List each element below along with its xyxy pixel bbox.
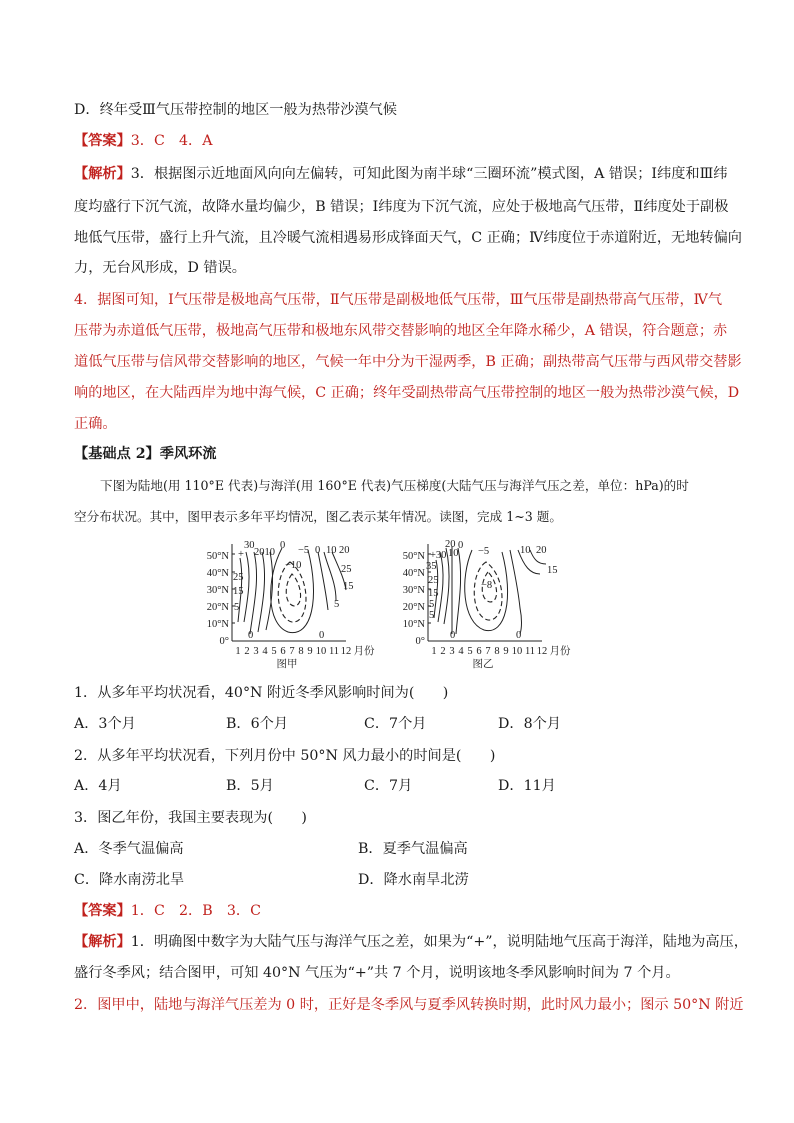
y-tick-label: 30°N bbox=[206, 585, 229, 596]
y-tick-label: 10°N bbox=[206, 619, 229, 630]
x-tick-label: 12 bbox=[340, 646, 352, 657]
q1-stem: 1．从多年平均状况看，40°N 附近冬季风影响时间为( ) bbox=[74, 685, 449, 701]
contour-label: 0 bbox=[248, 630, 254, 641]
x-tick-label: 6 bbox=[476, 646, 482, 657]
intro-line-2: 空分布状况。其中，图甲表示多年平均情况，图乙表示某年情况。读图，完成 1~3 题。 bbox=[74, 509, 562, 524]
isobar bbox=[250, 552, 257, 634]
analysis-label: 【解析】 bbox=[74, 166, 131, 182]
answer-label: 【答案】 bbox=[74, 903, 131, 919]
x-tick-label: 3 bbox=[449, 646, 455, 657]
y-tick-label: 0° bbox=[219, 636, 229, 647]
analysis-line-1 bbox=[74, 164, 727, 184]
contour-label: 20 bbox=[536, 545, 547, 556]
q2-option-c: C．7月 bbox=[364, 778, 413, 794]
contour-label: 15 bbox=[233, 586, 244, 597]
x-tick-label: 11 bbox=[524, 646, 536, 657]
contour-label: 35 bbox=[426, 561, 437, 572]
contour-label: −5 bbox=[478, 546, 490, 557]
q1-option-c: C．7个月 bbox=[364, 716, 427, 732]
x-tick-label: 5 bbox=[467, 646, 473, 657]
q1-option-d: D．8个月 bbox=[498, 716, 561, 732]
x-tick-label: 2 bbox=[244, 646, 250, 657]
contour-label: + bbox=[238, 549, 244, 560]
analysis-line-4: 力，无台风形成，D 错误。 bbox=[74, 260, 246, 276]
analysis2-line-2: 盛行冬季风；结合图甲，可知 40°N 气压为“+”共 7 个月，说明该地冬季风影响时间为 7 个月。 bbox=[74, 965, 680, 981]
q2-stem: 2．从多年平均状况看，下列月份中 50°N 风力最小的时间是( ) bbox=[74, 748, 496, 764]
analysis-text: 3．根据图示近地面风向向左偏转，可知此图为南半球“三圈环流”模式图，A 错误；Ⅰ纬度和Ⅲ纬 bbox=[130, 166, 728, 182]
x-unit-label: 月份 bbox=[549, 646, 571, 657]
x-tick-label: 9 bbox=[503, 646, 509, 657]
y-tick-label: 50°N bbox=[206, 551, 229, 562]
contour-label: 0 bbox=[450, 630, 456, 641]
analysis4-line-4: 响的地区，在大陆西岸为地中海气候，C 正确；终年受副热带高气压带控制的地区一般为热带沙漠气候，D bbox=[74, 385, 740, 401]
contour-label: 5 bbox=[429, 610, 435, 621]
q3-option-d: D．降水南旱北涝 bbox=[358, 872, 469, 888]
x-tick-label: 2 bbox=[440, 646, 446, 657]
x-tick-label: 4 bbox=[458, 646, 464, 657]
contour-label: 10 bbox=[448, 548, 459, 559]
analysis2-line-1 bbox=[74, 932, 748, 952]
contour-label: −10 bbox=[285, 560, 302, 571]
isobar bbox=[244, 552, 249, 622]
q2-option-d: D．11月 bbox=[498, 778, 556, 794]
x-tick-label: 8 bbox=[494, 646, 500, 657]
answer-text: 3．C 4．A bbox=[130, 133, 213, 149]
contour-label: 10 bbox=[326, 545, 337, 556]
answer-label: 【答案】 bbox=[74, 133, 131, 149]
q3-option-a: A．冬季气温偏高 bbox=[74, 841, 184, 857]
option-d-text: D．终年受Ⅲ气压带控制的地区一般为热带沙漠气候 bbox=[74, 102, 397, 118]
x-tick-label: 1 bbox=[431, 646, 437, 657]
contour-label: 15 bbox=[428, 588, 439, 599]
q2-option-b: B．5月 bbox=[226, 778, 274, 794]
panel-left bbox=[207, 540, 375, 670]
contour-label: 5 bbox=[334, 599, 340, 610]
x-tick-label: 4 bbox=[262, 646, 268, 657]
intro-line-1: 下图为陆地(用 110°E 代表)与海洋(用 160°E 代表)气压梯度(大陆气压与海洋气压之差，单位：hPa)的时 bbox=[100, 478, 689, 493]
contour-label: 30 bbox=[244, 540, 255, 551]
isobar-dashed bbox=[278, 562, 306, 622]
section-heading: 【基础点 2】季风环流 bbox=[74, 446, 217, 462]
q3-option-b: B．夏季气温偏高 bbox=[358, 841, 468, 857]
isobar bbox=[438, 552, 443, 622]
x-tick-label: 9 bbox=[307, 646, 313, 657]
contour-label: 15 bbox=[547, 565, 558, 576]
contour-label: −8 bbox=[481, 580, 493, 591]
isobar-dashed bbox=[286, 574, 300, 606]
y-tick-label: 30°N bbox=[402, 585, 425, 596]
analysis4-line-2: 压带为赤道低气压带，极地高气压带和极地东风带交替影响的地区全年降水稀少，A 错误，符合题意；赤 bbox=[74, 323, 728, 339]
contour-label: 5 bbox=[234, 602, 240, 613]
contour-label: 20 bbox=[445, 539, 456, 550]
x-tick-label: 3 bbox=[253, 646, 259, 657]
answer-text: 1．C 2．B 3．C bbox=[130, 903, 261, 919]
isobar bbox=[456, 548, 461, 634]
panel-caption: 图乙 bbox=[472, 659, 494, 670]
contour-label: +30 bbox=[430, 550, 447, 561]
contour-label: 5 bbox=[429, 599, 435, 610]
isobar bbox=[510, 550, 522, 634]
isobar-dashed bbox=[474, 562, 502, 620]
contour-label: 0 bbox=[516, 630, 522, 641]
x-tick-label: 5 bbox=[271, 646, 277, 657]
contour-label: 25 bbox=[233, 572, 244, 583]
contour-label: 0 bbox=[458, 540, 464, 551]
x-tick-label: 11 bbox=[328, 646, 340, 657]
x-tick-label: 10 bbox=[315, 646, 327, 657]
x-tick-label: 7 bbox=[485, 646, 491, 657]
y-tick-label: 20°N bbox=[206, 602, 229, 613]
x-tick-label: 10 bbox=[511, 646, 523, 657]
contour-label: 20 bbox=[339, 545, 350, 556]
isobar bbox=[258, 552, 265, 632]
y-tick-label: 0° bbox=[415, 636, 425, 647]
contour-label: 0 bbox=[315, 545, 321, 556]
y-tick-label: 40°N bbox=[206, 568, 229, 579]
contour-label: 10 bbox=[520, 545, 531, 556]
x-tick-label: 12 bbox=[536, 646, 548, 657]
contour-label: 25 bbox=[428, 575, 439, 586]
analysis-line-3: 地低气压带，盛行上升气流，且冷暖气流相遇易形成锋面天气，C 正确；Ⅳ纬度位于赤道附近，无地转偏向 bbox=[74, 230, 742, 246]
q2-option-a: A．4月 bbox=[74, 778, 122, 794]
y-tick-label: 50°N bbox=[402, 551, 425, 562]
answer2-line bbox=[74, 901, 261, 921]
contour-label: 2010 bbox=[254, 547, 275, 558]
q1-option-b: B．6个月 bbox=[226, 716, 289, 732]
panel-caption: 图甲 bbox=[276, 659, 298, 670]
q3-option-c: C．降水南涝北旱 bbox=[74, 872, 185, 888]
y-tick-label: 20°N bbox=[402, 602, 425, 613]
analysis-label: 【解析】 bbox=[74, 934, 131, 950]
x-tick-label: 7 bbox=[289, 646, 295, 657]
pressure-gradient-figure bbox=[196, 538, 598, 672]
x-unit-label: 月份 bbox=[353, 646, 375, 657]
y-tick-label: 40°N bbox=[402, 568, 425, 579]
analysis2-line-3: 2．图甲中，陆地与海洋气压差为 0 时，正好是冬季风与夏季风转换时期，此时风力最小；图示 50°N 附近 bbox=[74, 997, 744, 1013]
contour-label: 25 bbox=[341, 564, 352, 575]
analysis-line-2: 度均盛行下沉气流，故降水量均偏少，B 错误；Ⅰ纬度为下沉气流，应处于极地高气压带，Ⅱ纬度处于副极 bbox=[74, 199, 729, 215]
contour-label: 15 bbox=[343, 581, 354, 592]
q1-option-a: A．3个月 bbox=[74, 716, 136, 732]
answer-line bbox=[74, 131, 212, 151]
contour-label: −5 bbox=[298, 545, 310, 556]
q3-stem: 3．图乙年份，我国主要表现为( ) bbox=[74, 810, 307, 826]
contour-label: 0 bbox=[280, 540, 286, 551]
x-tick-label: 6 bbox=[280, 646, 286, 657]
isobar bbox=[266, 552, 273, 630]
analysis4-line-3: 道低气压带与信风带交替影响的地区，气候一年中分为干湿两季，B 正确；副热带高气压带与西风带交替影 bbox=[74, 354, 742, 370]
y-tick-label: 10°N bbox=[402, 619, 425, 630]
x-tick-label: 1 bbox=[235, 646, 241, 657]
analysis-text: 1．明确图中数字为大陆气压与海洋气压之差，如果为“+”，说明陆地气压高于海洋，陆地为高压， bbox=[130, 934, 748, 950]
contour-label: 0 bbox=[319, 630, 325, 641]
x-tick-label: 8 bbox=[298, 646, 304, 657]
panel-right bbox=[403, 539, 571, 670]
analysis4-line-5: 正确。 bbox=[74, 416, 117, 432]
analysis4-line-1: 4．据图可知，Ⅰ气压带是极地高气压带，Ⅱ气压带是副极地低气压带，Ⅲ气压带是副热带高气压带，Ⅳ气 bbox=[74, 292, 723, 308]
